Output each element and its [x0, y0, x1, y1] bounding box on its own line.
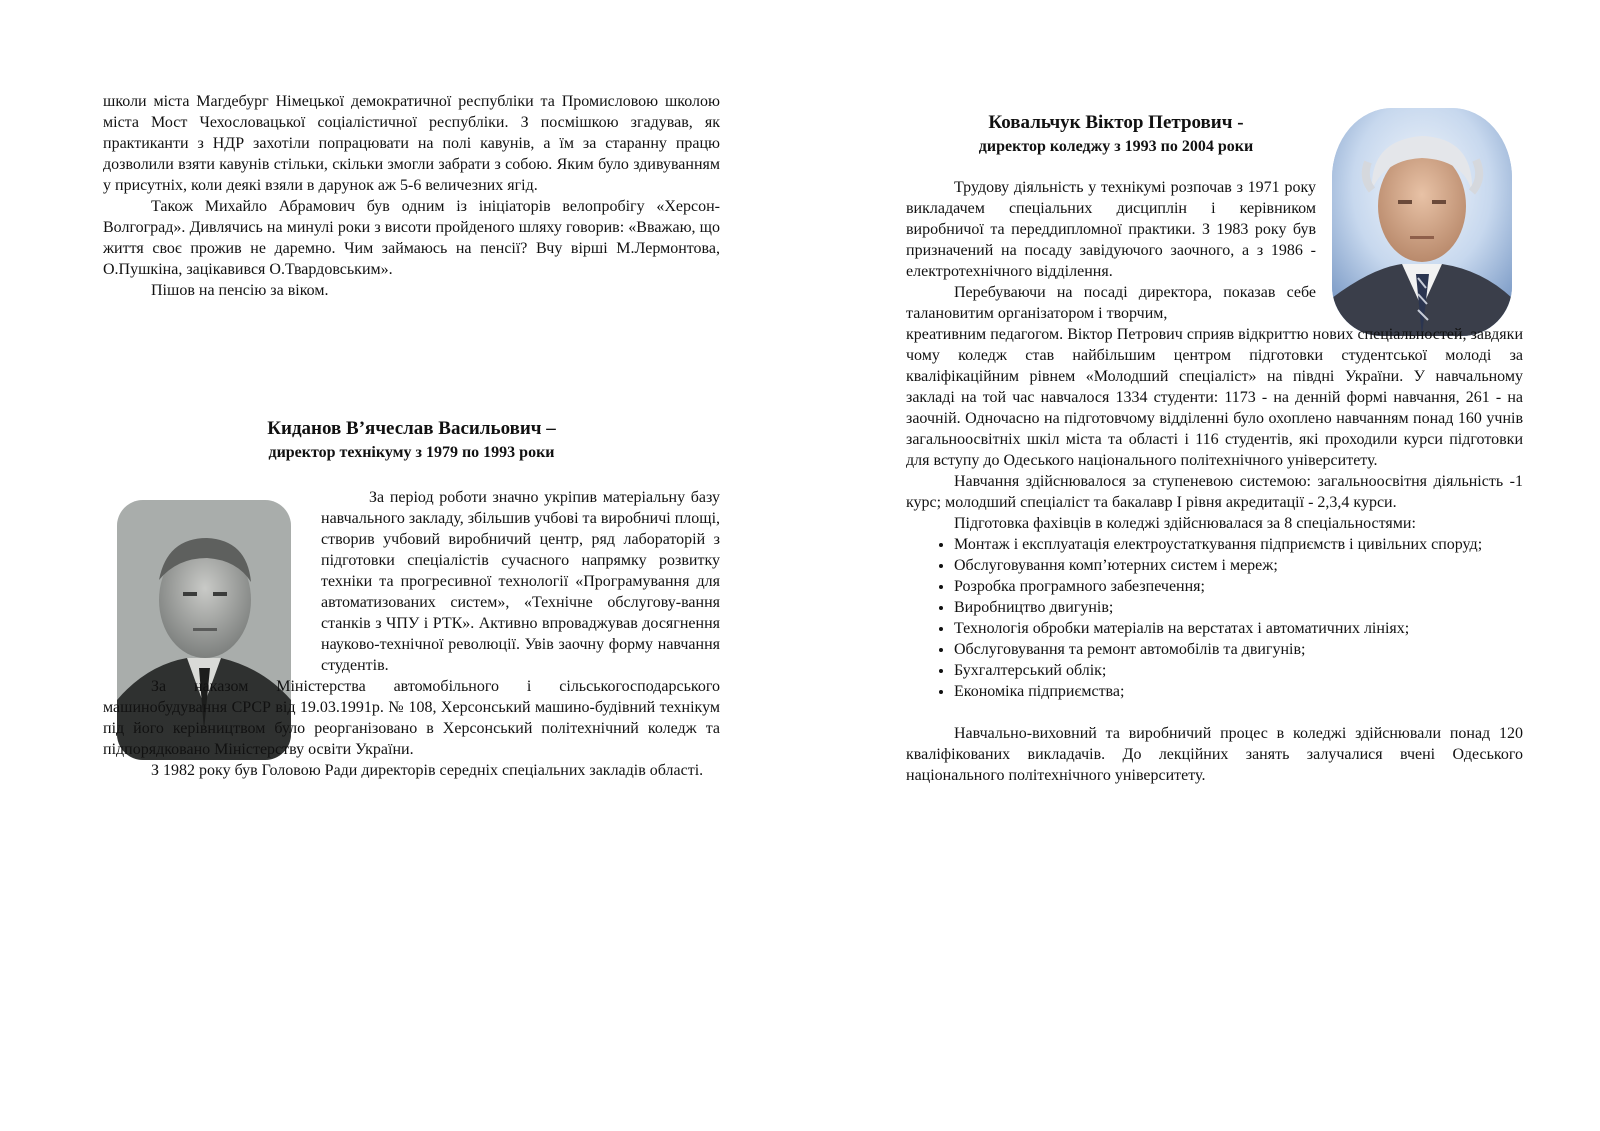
specialty-item: • Економіка підприємства;	[954, 681, 1523, 702]
specialty-item: • Обслуговування комп’ютерних систем і мереж;	[954, 555, 1523, 576]
specialty-item: • Монтаж і експлуатація електроустаткування підприємств і цивільних споруд;	[954, 534, 1523, 555]
specialty-item: • Виробництво двигунів;	[954, 597, 1523, 618]
kovalchuk-text	[906, 177, 1523, 786]
kovalchuk-name: Ковальчук Віктор Петрович -	[988, 112, 1244, 133]
spacer	[906, 702, 1523, 723]
specialty-item: • Технологія обробки матеріалів на верстатах і автоматичних лініях;	[954, 618, 1523, 639]
specialty-item: • Обслуговування та ремонт автомобілів та двигунів;	[954, 639, 1523, 660]
intro-paragraph-1: школи міста Магдебург Німецької демократичної республіки та Промисловою школою міста Мост Чехословацької соціалістичної республіки. З посмішкою згадував, як практиканти з НДР захотіли попрацювати на полі кавунів, а їм за старанну працю дозволили взяти кавунів стільки, скільки змогли забрати з собою. Яким було здивуванням у присутніх, коли деякі взяли в дарунок аж 5-6 величезних ягід.	[103, 93, 720, 194]
kidanov-text	[103, 487, 720, 781]
kidanov-paragraph-3: З 1982 року був Головою Ради директорів середніх спеціальних закладів області.	[151, 762, 704, 779]
kovalchuk-paragraph-2: Перебуваючи на посаді директора, показав себе талановитим організатором і творчим,	[906, 284, 1316, 322]
kidanov-paragraph-1: За період роботи значно укріпив матеріальну базу навчального закладу, збільшив учбові та виробничі площі, створив учбовий виробничий центр, ряд лабораторій з підготовки спеціалістів сучасного напрямку розвитку техніки та прогресивної технології «Програмування для автоматизованих систем», «Технічне обслугову-вання станків з ЧПУ і РТК». Активно впроваджував досягнення науково-технічної революції. Увів заочну форму навчання студентів.	[321, 489, 721, 674]
kidanov-name: Киданов В’ячеслав Васильович –	[267, 418, 556, 439]
kovalchuk-role: директор коледжу з 1993 по 2004 роки	[978, 138, 1254, 155]
kovalchuk-paragraph-5: Підготовка фахівців в коледжі здійснювалася за 8 спеціальностями:	[954, 515, 1416, 532]
specialty-item: • Розробка програмного забезпечення;	[954, 576, 1523, 597]
kovalchuk-heading	[906, 110, 1326, 158]
kovalchuk-paragraph-3: креативним педагогом. Віктор Петрович сприяв відкриттю нових спеціальностей, завдяки чому коледж став найбільшим центром підготовки студентської молоді за кваліфікаційним рівнем «Молодший спеціаліст» на півдні України. У навчальному закладі на той час навчалося 1334 студенти: 1173 - на денній формі навчання, 261 - на заочній. Одночасно на підготовчому відділенні було охоплено навчанням понад 160 учнів загальноосвітніх шкіл міста та області і 116 студентів, які проходили курси підготовки для вступу до Одеського національного політехнічного університету.	[906, 326, 1523, 469]
specialty-item: • Бухгалтерський облік;	[954, 660, 1523, 681]
kidanov-paragraph-2: За наказом Міністерства автомобільного і сільськогосподарського машинобудування СРСР від 19.03.1991р. № 108, Херсонський машино-будівний технікум під його керівництвом було реорганізовано в Херсонський політехнічний коледж та підпорядковано Міністерству освіти України.	[103, 678, 720, 758]
kovalchuk-paragraph-4: Навчання здійснювалося за ступеневою системою: загальноосвітня діяльність -1 курс; молодший спеціаліст та бакалавр І рівня акредитації - 2,3,4 курси.	[906, 473, 1523, 511]
kidanov-role: директор технікуму з 1979 по 1993 роки	[268, 444, 555, 461]
intro-paragraph-3: Пішов на пенсію за віком.	[151, 282, 329, 299]
kovalchuk-paragraph-1: Трудову діяльність у технікумі розпочав з 1971 року викладачем спеціальних дисциплін і керівником виробничої та переддипломної практики. З 1983 року був призначений на посаду завідуючого заочного, а з 1986 - електротехнічного відділення.	[906, 179, 1316, 280]
intro-text	[103, 91, 720, 301]
specialties-list	[906, 534, 1523, 702]
intro-paragraph-2: Також Михайло Абрамович був одним із ініціаторів велопробігу «Херсон-Волгоград». Дивлячись на минулі роки з висоти пройденого шляху говорив: «Вважаю, що життя своє прожив не даремно. Чим займаюсь на пенсії? Вчу вірші М.Лермонтова, О.Пушкіна, зацікавився О.Твардовським».	[103, 198, 720, 278]
kidanov-heading	[103, 416, 720, 464]
kovalchuk-closing-paragraph: Навчально-виховний та виробничий процес в коледжі здійснювали понад 120 кваліфікованих викладачів. До лекційних занять залучалися вчені Одеського національного політехнічного університету.	[906, 725, 1523, 784]
